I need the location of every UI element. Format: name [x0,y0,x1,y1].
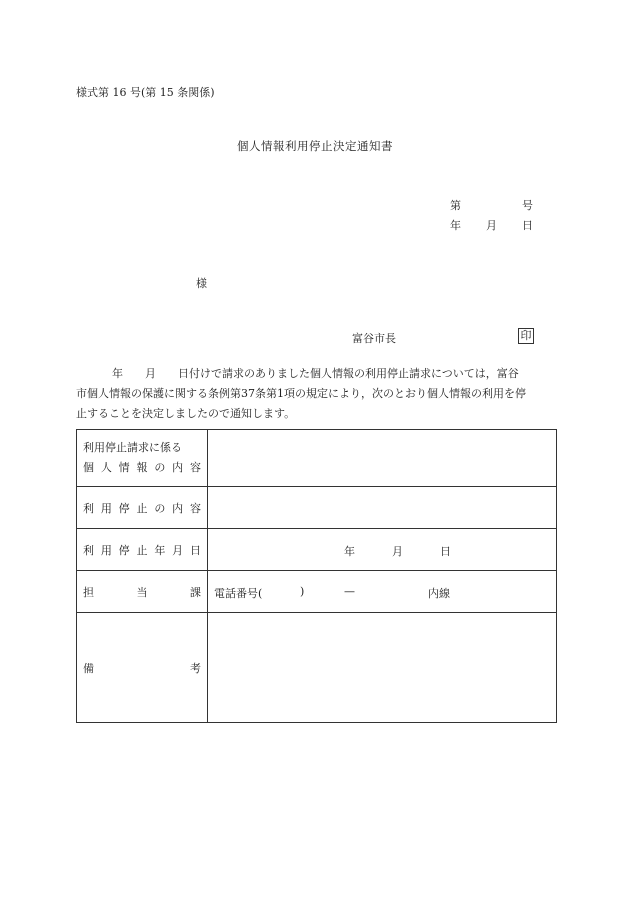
body-year: 年 [112,367,123,380]
table-row [77,430,557,487]
phone-dash: — [344,584,355,598]
seal-mark: 印 [518,328,534,344]
notice-body-line-3: 止することを決定しましたので通知します。 [76,407,296,420]
label-suspension-content [77,487,208,529]
suspension-date-day: 日 [440,544,451,558]
issue-date-day: 日 [522,219,533,232]
table-row [77,613,557,723]
value-remarks[interactable] [208,613,557,723]
value-suspension-content[interactable] [208,487,557,529]
label-department [77,571,208,613]
table-row [77,529,557,571]
document-title: 個人情報利用停止決定通知書 [237,139,393,153]
label-remarks [77,613,208,723]
label-text: 利 用 停 止 年 月 日 [83,543,201,557]
reference-number-prefix: 第 [450,199,461,212]
suspension-date-year: 年 [344,544,355,558]
issue-date-month: 月 [486,219,497,232]
suspension-date-fields [208,543,556,557]
notice-body-line-2: 市個人情報の保護に関する条例第37条第1項の規定により，次のとおり個人情報の利用を停 [76,387,526,400]
label-line-1: 利用停止請求に係る [83,441,182,454]
value-department[interactable] [208,571,557,613]
label-text: 備 考 [83,661,201,675]
extension-label: 内線 [428,586,450,600]
body-month: 月 [145,367,156,380]
phone-field [208,585,556,599]
table-row [77,571,557,613]
value-request-content[interactable] [208,430,557,487]
decision-table [76,429,557,723]
form-number: 様式第 16 号(第 15 条関係) [76,86,215,99]
label-line-2: 個 人 情 報 の 内 容 [83,461,201,474]
issue-date-year: 年 [450,219,461,232]
label-text: 利 用 停 止 の 内 容 [83,501,201,515]
value-suspension-date[interactable] [208,529,557,571]
table-row [77,487,557,529]
reference-number-suffix: 号 [522,199,533,212]
notice-body [76,364,557,424]
issuer-name: 富谷市長 [352,332,396,345]
label-suspension-date [77,529,208,571]
phone-close: ) [300,584,305,598]
phone-label: 電話番号( [214,586,263,600]
notice-body-line-1 [76,364,557,384]
label-request-content [77,430,208,487]
suspension-date-month: 月 [392,544,403,558]
body-line1-text: 日付けで請求のありました個人情報の利用停止請求については，富谷 [178,367,519,380]
label-text: 担 当 課 [83,585,201,599]
recipient-honorific: 様 [196,277,207,290]
